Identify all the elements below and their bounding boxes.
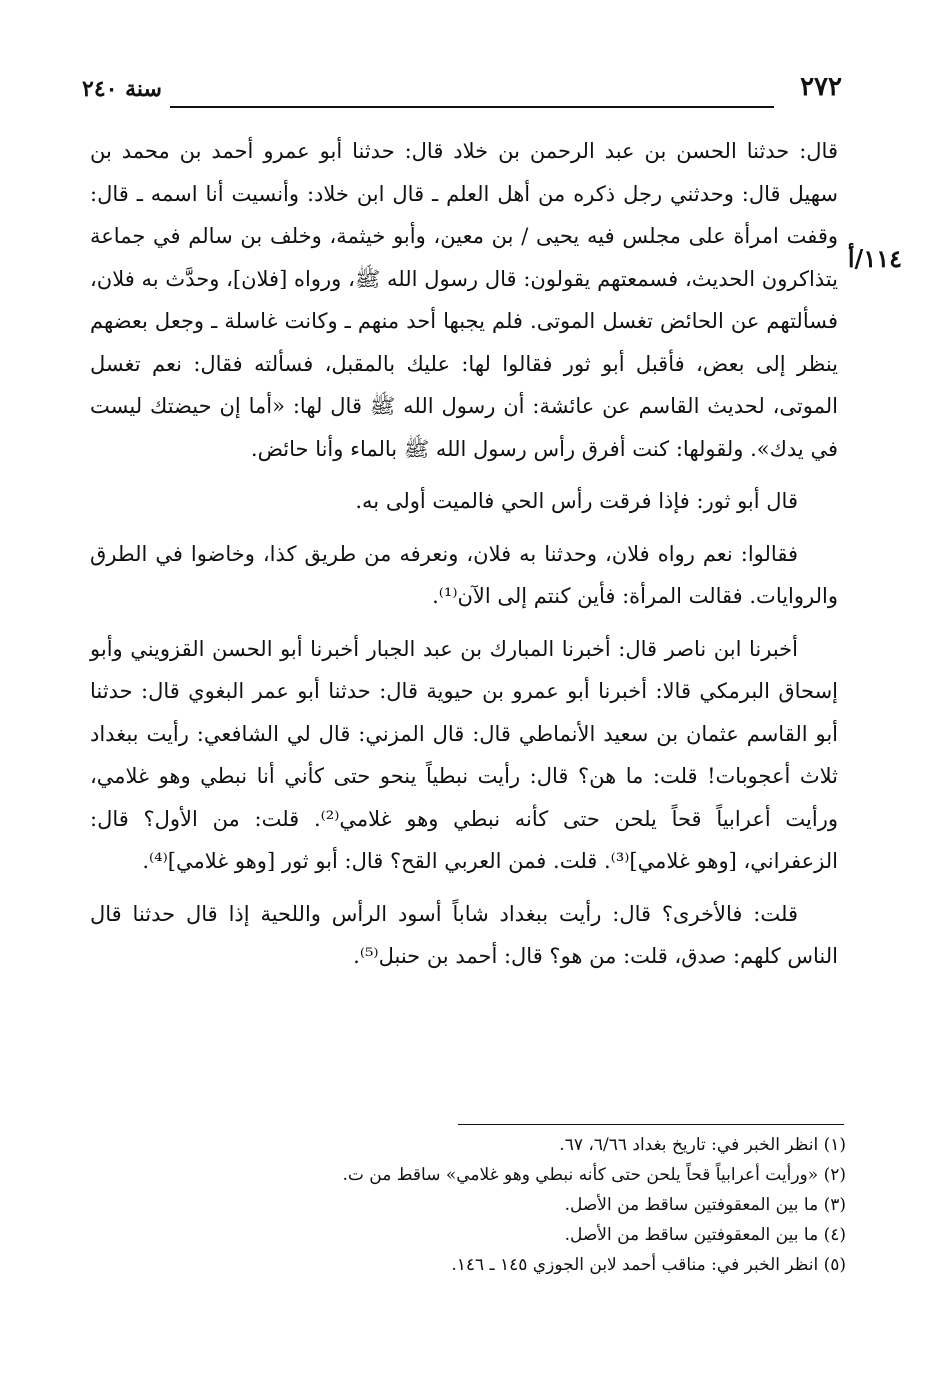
paragraph: قال أبو ثور: فإذا فرقت رأس الحي فالميت أولى به. <box>355 489 798 513</box>
footnote-separator <box>458 1124 844 1125</box>
footnote: (٤) ما بين المعقوفتين ساقط من الأصل. <box>564 1225 846 1245</box>
footnote: (٣) ما بين المعقوفتين ساقط من الأصل. <box>564 1195 846 1215</box>
paragraph: فقالوا: نعم رواه فلان، وحدثنا به فلان، ونعرفه من طريق كذا، وخاضوا في الطرق والروايات. فقالت المرأة: فأين كنتم إلى الآن⁽¹⁾. <box>90 541 838 608</box>
paragraph: قال: حدثنا الحسن بن عبد الرحمن بن خلاد قال: حدثنا أبو عمرو أحمد بن محمد بن سهيل قال: وحدثني رجل ذكره من أهل العلم ـ قال ابن خلاد: وأنسيت أنا اسمه ـ قال: وقفت امرأة على مجلس فيه يحيى / بن معين، وأبو خيثمة، وخلف بن سالم في جماعة يتذاكرون الحديث، فسمعتهم يقولون: قال رسول الله ﷺ، ورواه [فلان]، وحدَّث به فلان، فسألتهم عن الحائض تغسل الموتى. فلم يجبها أحد منهم ـ وكانت غاسلة ـ وجعل بعضهم ينظر إلى بعض، فأقبل أبو ثور فقالوا لها: عليك بالمقبل، فسألته فقال: نعم تغسل الموتى، لحديث القاسم عن عائشة: أن رسول الله ﷺ قال لها: «أما إن حيضتك ليست في يدك». ولقولها: كنت أفرق رأس رسول الله ﷺ بالماء وأنا حائض. <box>90 139 838 461</box>
footnote: (١) انظر الخبر في: تاريخ بغداد ٦/٦٦، ٦٧. <box>559 1135 846 1155</box>
main-text <box>90 130 838 978</box>
footnotes <box>100 1130 846 1280</box>
running-head: سنة ٢٤٠ <box>82 76 162 102</box>
paragraph: أخبرنا ابن ناصر قال: أخبرنا المبارك بن عبد الجبار أخبرنا أبو الحسن القزويني وأبو إسحاق البرمكي قالا: أخبرنا أبو عمرو بن حيوية قال: حدثنا أبو عمر البغوي قال: حدثنا أبو القاسم عثمان بن سعيد الأنماطي قال: قال المزني: قال لي الشافعي: رأيت ببغداد ثلاث أعجوبات! قلت: ما هن؟ قال: رأيت نبطياً ينحو حتى كأني أنا نبطي وهو غلامي، ورأيت أعرابياً قحاً يلحن حتى كأنه نبطي وهو غلامي⁽²⁾. قلت: من الأول؟ قال: الزعفراني، [وهو غلامي]⁽³⁾. قلت. فمن العربي القح؟ قال: أبو ثور [وهو غلامي]⁽⁴⁾. <box>90 636 838 873</box>
footnote: (٢) «ورأيت أعرابياً قحاً يلحن حتى كأنه نبطي وهو غلامي» ساقط من ت. <box>342 1165 846 1185</box>
paragraph: قلت: فالأخرى؟ قال: رأيت ببغداد شاباً أسود الرأس واللحية إذا قال حدثنا قال الناس كلهم: صدق، قلت: من هو؟ قال: أحمد بن حنبل⁽⁵⁾. <box>90 901 838 968</box>
page-header <box>82 72 842 112</box>
header-rule <box>170 106 774 108</box>
manuscript-folio-note: ١١٤/أ <box>847 244 902 273</box>
page-number: ٢٧٢ <box>800 72 842 102</box>
footnote: (٥) انظر الخبر في: مناقب أحمد لابن الجوزي ١٤٥ ـ ١٤٦. <box>451 1255 846 1275</box>
